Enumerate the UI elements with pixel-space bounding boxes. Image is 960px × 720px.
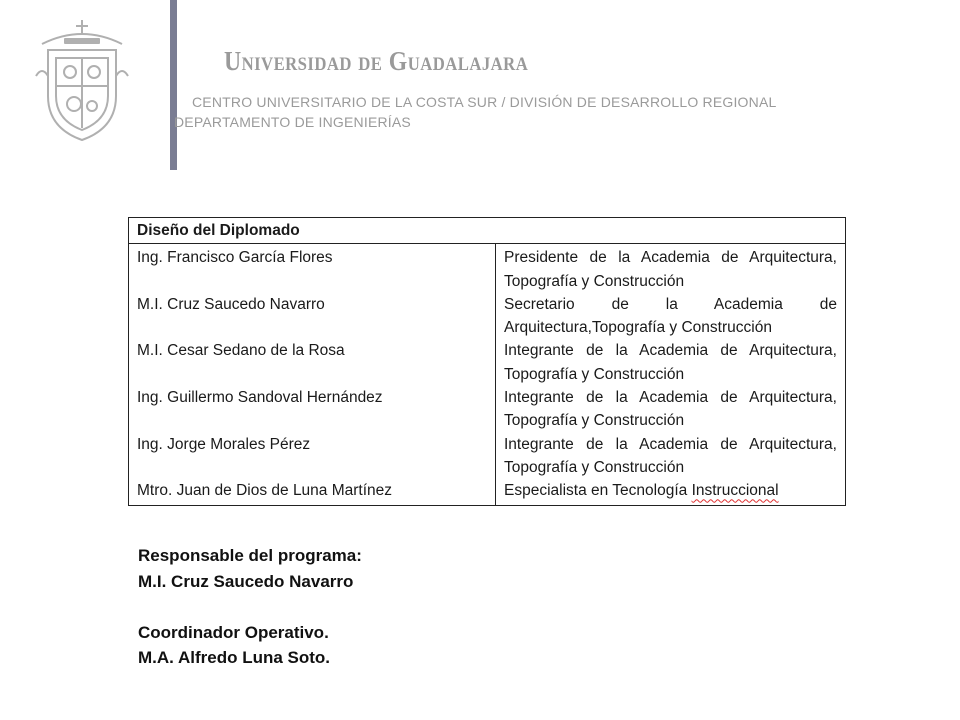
member-role: Presidente de la Academia de Arquitectura, Topografía y Construcción xyxy=(504,249,837,290)
member-role: Integrante de la Academia de Arquitectura, Topografía y Construcción xyxy=(504,435,837,476)
member-name: Mtro. Juan de Dios de Luna Martínez xyxy=(137,482,393,500)
member-role xyxy=(504,479,837,502)
department-line: DEPARTAMENTO DE INGENIERÍAS xyxy=(174,114,411,130)
member-name: Ing. Jorge Morales Pérez xyxy=(137,435,311,453)
member-name: M.I. Cruz Saucedo Navarro xyxy=(137,295,325,313)
program-contacts xyxy=(138,543,362,671)
member-name: Ing. Guillermo Sandoval Hernández xyxy=(137,389,383,407)
member-roles-column xyxy=(496,244,846,505)
spellcheck-flagged-word: Instruccional xyxy=(691,482,779,500)
responsible-label: Responsable del programa: xyxy=(138,546,362,565)
table-title: Diseño del Diplomado xyxy=(129,218,846,244)
center-division-line: CENTRO UNIVERSITARIO DE LA COSTA SUR / DIVISIÓN DE DESARROLLO REGIONAL xyxy=(192,94,777,110)
member-role: Integrante de la Academia de Arquitectura, Topografía y Construcción xyxy=(504,342,837,383)
member-name: M.I. Cesar Sedano de la Rosa xyxy=(137,342,345,360)
spacer xyxy=(138,594,362,620)
member-role: Integrante de la Academia de Arquitectura, Topografía y Construcción xyxy=(504,389,837,430)
responsible-name: M.I. Cruz Saucedo Navarro xyxy=(138,571,354,591)
university-crest-logo xyxy=(34,16,130,146)
coordinator-name: M.A. Alfredo Luna Soto. xyxy=(138,648,331,667)
member-names-column xyxy=(129,244,496,505)
university-name: Universidad de Guadalajara xyxy=(224,46,529,76)
member-role-prefix: Especialista en Tecnología xyxy=(504,482,692,500)
header-accent-bar xyxy=(170,0,177,170)
diplomado-design-table xyxy=(128,217,846,506)
member-role: Secretario de la Academia de Arquitectura,Topografía y Construcción xyxy=(504,295,837,337)
member-name: Ing. Francisco García Flores xyxy=(137,249,333,267)
coordinator-label: Coordinador Operativo. xyxy=(138,622,329,642)
